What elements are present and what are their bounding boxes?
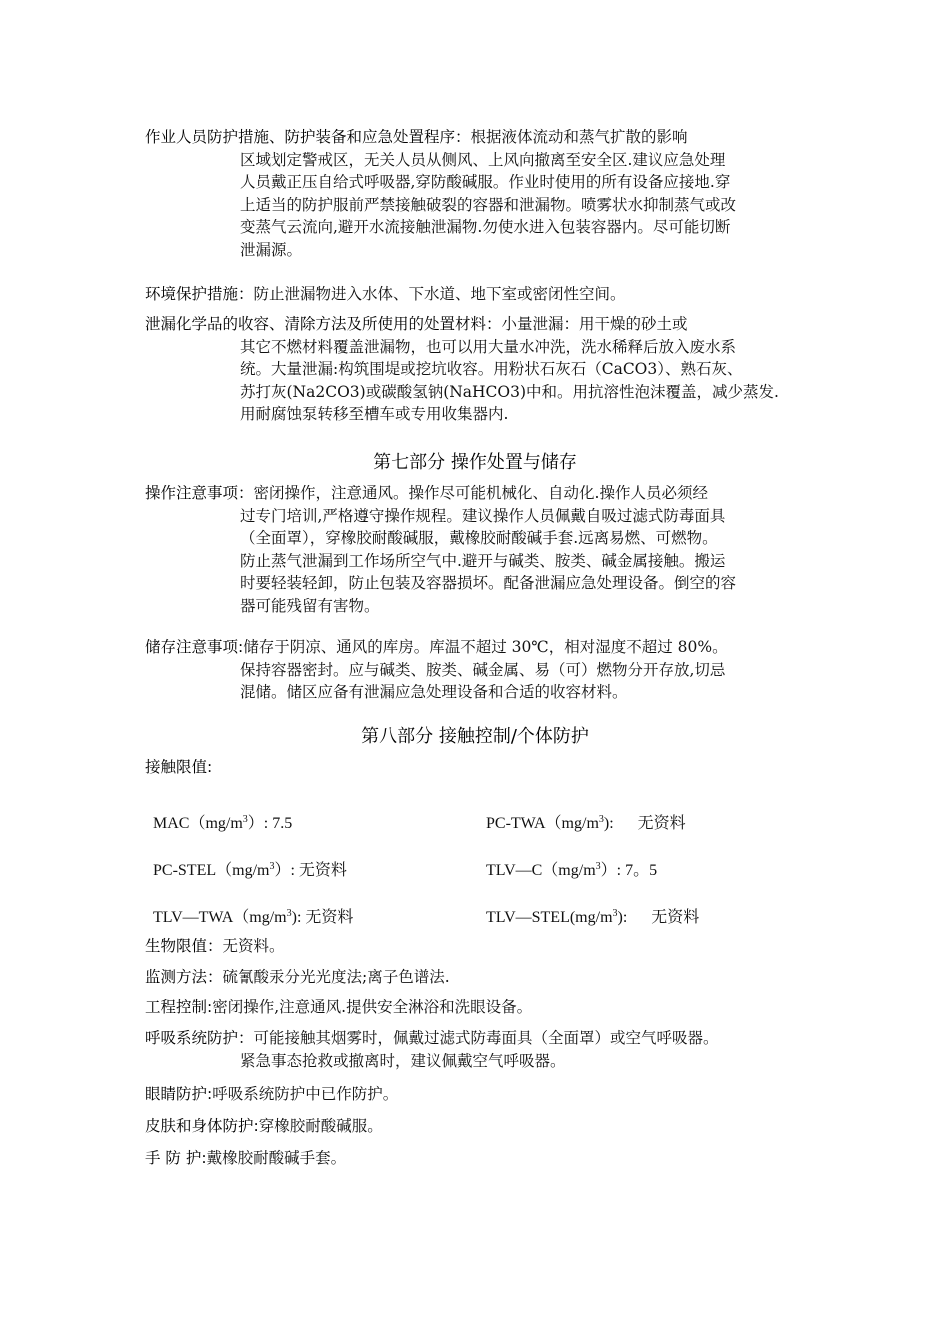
paragraph-line: （全面罩），穿橡胶耐酸碱服，戴橡胶耐酸碱手套.远离易燃、可燃物。 bbox=[240, 529, 718, 548]
section-label: 监测方法： bbox=[145, 968, 223, 986]
paragraph-line: 泄漏源。 bbox=[240, 240, 303, 259]
paragraph-line: 变蒸气云流向,避开水流接触泄漏物.勿使水进入包装容器内。尽可能切断 bbox=[240, 218, 731, 237]
handling-precautions-paragraph bbox=[145, 482, 813, 618]
paragraph-line: 保持容器密封。应与碱类、胺类、碱金属、易（可）燃物分开存放,切忌 bbox=[240, 660, 726, 679]
section-label: 工程控制: bbox=[145, 998, 213, 1016]
paragraph-line: 混储。储区应备有泄漏应急处理设备和合适的收容材料。 bbox=[240, 683, 628, 702]
section-label: 生物限值： bbox=[145, 937, 223, 955]
section-label: 呼吸系统防护： bbox=[145, 1029, 254, 1047]
tlv-stel-limit: $TLV—STEL(mg/m^3)$: 无资料 bbox=[486, 908, 700, 926]
paragraph-line: 其它不燃材料覆盖泄漏物，也可以用大量水冲洗，洗水稀释后放入废水系 bbox=[240, 337, 737, 356]
section-label: 作业人员防护措施、防护装备和应急处置程序： bbox=[145, 128, 471, 146]
respiratory-protection-paragraph bbox=[145, 1027, 813, 1072]
section-label: 眼睛防护: bbox=[145, 1085, 213, 1103]
paragraph-line: 统。大量泄漏:构筑围堤或挖坑收容。用粉状石灰石（CaCO3）、熟石灰、 bbox=[240, 360, 743, 379]
paragraph-line: 人员戴正压自给式呼吸器,穿防酸碱服。作业时使用的所有设备应接地.穿 bbox=[240, 173, 731, 192]
engineering-control-line: 工程控制:密闭操作,注意通风.提供安全淋浴和洗眼设备。 bbox=[145, 998, 533, 1016]
paragraph-text: 储存于阴凉、通风的库房。库温不超过 30℃，相对湿度不超过 80%。 bbox=[243, 638, 728, 656]
section-8-heading: 第八部分 接触控制/个体防护 bbox=[361, 726, 589, 747]
paragraph-text: 防止泄漏物进入水体、下水道、地下室或密闭性空间。 bbox=[253, 285, 626, 303]
tlv-twa-limit: $TLV—TWA(mg/m^3)$: 无资料 bbox=[153, 908, 354, 926]
paragraph-line: 过专门培训,严格遵守操作规程。建议操作人员佩戴自吸过滤式防毒面具 bbox=[240, 506, 726, 525]
paragraph-line: 苏打灰(Na2CO3)或碳酸氢钠(NaHCO3)中和。用抗溶性泡沫覆盖，减少蒸发. bbox=[240, 382, 779, 401]
storage-precautions-paragraph bbox=[145, 636, 813, 704]
section-label: 泄漏化学品的收容、清除方法及所使用的处置材料： bbox=[145, 315, 502, 333]
section-7-heading: 第七部分 操作处置与储存 bbox=[373, 452, 577, 473]
mac-limit: $MAC(mg/m^3)$: 7.5 bbox=[153, 814, 293, 832]
paragraph-line: 区域划定警戒区，无关人员从侧风、上风向撤离至安全区.建议应急处理 bbox=[240, 150, 726, 169]
spill-cleanup-paragraph bbox=[145, 313, 813, 426]
hand-protection-line: 手 防 护:戴橡胶耐酸碱手套。 bbox=[145, 1149, 347, 1167]
monitoring-method-line: 监测方法：硫氰酸汞分光光度法;离子色谱法. bbox=[145, 968, 450, 986]
paragraph-line: 用耐腐蚀泵转移至槽车或专用收集器内. bbox=[240, 405, 509, 424]
skin-protection-line: 皮肤和身体防护:穿橡胶耐酸碱服。 bbox=[145, 1117, 383, 1135]
personnel-protection-paragraph bbox=[145, 126, 813, 262]
section-label: 环境保护措施： bbox=[145, 285, 254, 303]
paragraph-line: 时要轻装轻卸，防止包装及容器损坏。配备泄漏应急处理设备。倒空的容 bbox=[240, 574, 737, 593]
section-label: 皮肤和身体防护: bbox=[145, 1117, 259, 1135]
pc-stel-limit: $PC-STEL(mg/m^3)$: 无资料 bbox=[153, 861, 347, 879]
paragraph-line: 器可能残留有害物。 bbox=[240, 596, 380, 615]
tlv-c-limit: $TLV—C(mg/m^3)$: 7。5 bbox=[486, 861, 658, 879]
environment-protection-line bbox=[145, 283, 626, 305]
section-label: 操作注意事项： bbox=[145, 484, 254, 502]
paragraph-text: 根据液体流动和蒸气扩散的影响 bbox=[470, 128, 688, 146]
paragraph-text: 小量泄漏：用干燥的砂土或 bbox=[501, 315, 688, 333]
paragraph-line: 紧急事态抢救或撤离时，建议佩戴空气呼吸器。 bbox=[240, 1051, 566, 1070]
section-label: 手 防 护: bbox=[145, 1149, 207, 1167]
paragraph-line: 上适当的防护服前严禁接触破裂的容器和泄漏物。喷雾状水抑制蒸气或改 bbox=[240, 195, 737, 214]
eye-protection-line: 眼睛防护:呼吸系统防护中已作防护。 bbox=[145, 1085, 399, 1103]
paragraph-text: 密闭操作，注意通风。操作尽可能机械化、自动化.操作人员必须经 bbox=[253, 484, 708, 502]
exposure-limits-label: 接触限值: bbox=[145, 758, 213, 776]
biological-limits-line: 生物限值：无资料。 bbox=[145, 937, 285, 955]
pc-twa-limit: $PC-TWA(mg/m^3)$: 无资料 bbox=[486, 814, 686, 832]
section-label: 储存注意事项: bbox=[145, 638, 244, 656]
paragraph-line: 防止蒸气泄漏到工作场所空气中.避开与碱类、胺类、碱金属接触。搬运 bbox=[240, 551, 726, 570]
paragraph-text: 可能接触其烟雾时，佩戴过滤式防毒面具（全面罩）或空气呼吸器。 bbox=[253, 1029, 719, 1047]
